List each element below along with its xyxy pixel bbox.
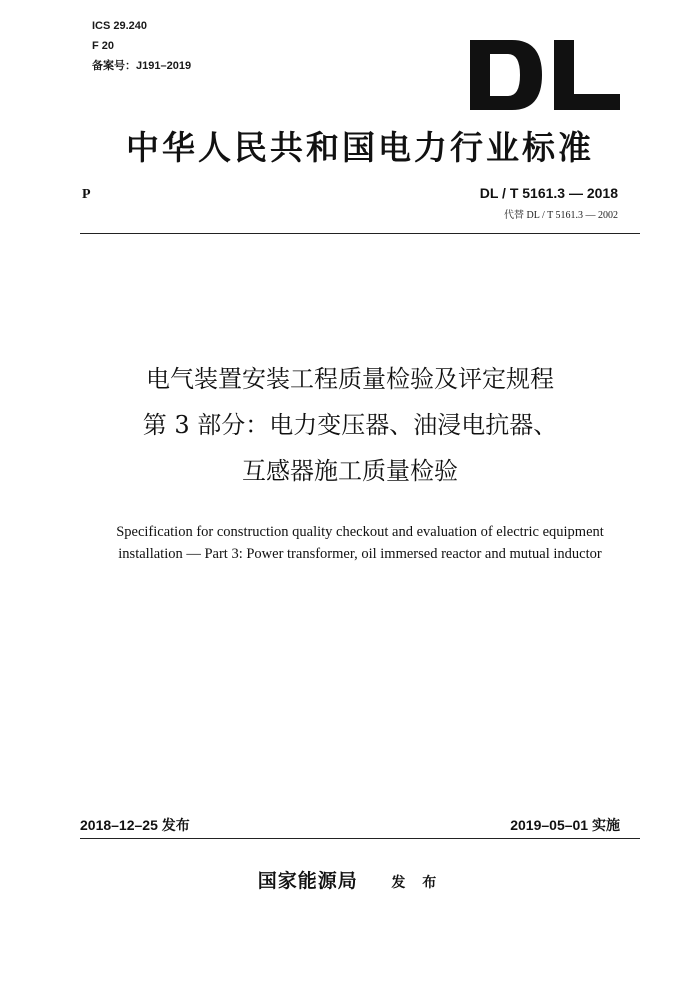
issuer-org: 国家能源局 [257,870,358,892]
issuer-action: 发 布 [391,875,443,891]
industry-standard-title: 中华人民共和国电力行业标准 [126,128,594,167]
dl-logo [470,40,620,110]
doc-title-en-line-2: installation — Part 3: Power transformer, oil immersed reactor and mutual inductor [118,546,602,562]
issue-date: 2018–12–25 发布 [80,817,190,833]
footer-rule [80,838,640,839]
meta-block [92,16,191,76]
replaces-note: 代替 DL / T 5161.3 — 2002 [504,210,618,221]
classification-code: P [82,187,91,202]
doc-title-cn-line-2: 第 3 部分：电力变压器、油浸电抗器、 [142,411,558,439]
doc-title-en-line-1: Specification for construction quality checkout and evaluation of electric equipment [116,524,604,540]
ics-number: ICS 29.240 [92,20,148,32]
standard-code: DL / T 5161.3 — 2018 [479,185,618,201]
filing-number: 备案号：J191–2019 [92,60,192,72]
issuer-block [0,866,700,893]
header-rule [80,233,640,234]
effective-date: 2019–05–01 实施 [510,817,620,833]
ccs-number: F 20 [92,40,115,52]
doc-title-cn-line-3: 互感器施工质量检验 [242,457,458,485]
doc-title-cn-line-1: 电气装置安装工程质量检验及评定规程 [146,365,554,393]
